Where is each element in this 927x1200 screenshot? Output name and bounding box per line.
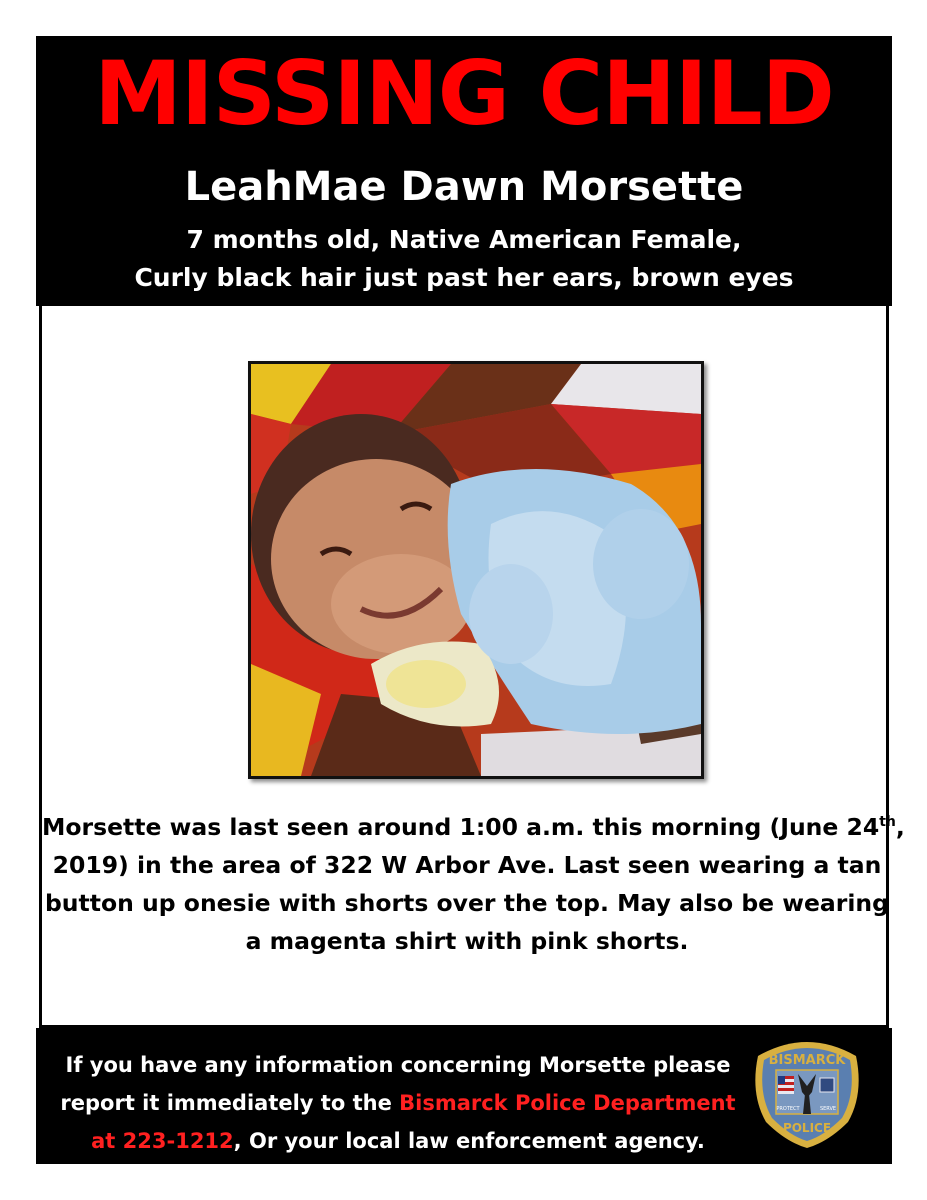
description-line-2: Curly black hair just past her ears, brown eyes bbox=[134, 263, 794, 292]
contact-line-2: report it immediately to the Bismarck Police Department bbox=[60, 1091, 736, 1115]
contact-line-3: at 223-1212, Or your local law enforcement agency. bbox=[91, 1129, 705, 1153]
contact-info bbox=[58, 1046, 738, 1160]
poster-content bbox=[39, 306, 905, 1028]
description-line-1: 7 months old, Native American Female, bbox=[186, 225, 742, 254]
police-phone-number: at 223-1212 bbox=[91, 1129, 234, 1153]
badge-top-text: BISMARCK bbox=[768, 1053, 846, 1068]
last-seen-details bbox=[42, 808, 905, 960]
badge-bottom-text: POLICE bbox=[782, 1121, 832, 1135]
last-seen-line-2: 2019) in the area of 322 W Arbor Ave. Last seen wearing a tan bbox=[52, 851, 882, 879]
police-department-name: Bismarck Police Department bbox=[399, 1091, 736, 1115]
police-badge-icon bbox=[748, 1034, 866, 1150]
badge-left-text: PROTECT bbox=[776, 1106, 800, 1112]
footer-divider bbox=[36, 1162, 892, 1164]
poster-header bbox=[36, 36, 892, 306]
child-photo bbox=[248, 361, 704, 779]
last-seen-line-4: a magenta shirt with pink shorts. bbox=[245, 927, 689, 955]
badge-right-text: SERVE bbox=[819, 1106, 837, 1112]
last-seen-line-1: Morsette was last seen around 1:00 a.m. this morning (June 24th, bbox=[42, 813, 905, 841]
poster-footer bbox=[36, 1028, 892, 1164]
missing-child-poster bbox=[36, 36, 905, 1164]
child-photo-image bbox=[251, 364, 701, 776]
headline: MISSING CHILD bbox=[94, 42, 834, 145]
last-seen-line-3: button up onesie with shorts over the top. May also be wearing bbox=[44, 889, 889, 917]
contact-line-1: If you have any information concerning Morsette please bbox=[65, 1053, 731, 1077]
child-name: LeahMae Dawn Morsette bbox=[184, 164, 744, 210]
